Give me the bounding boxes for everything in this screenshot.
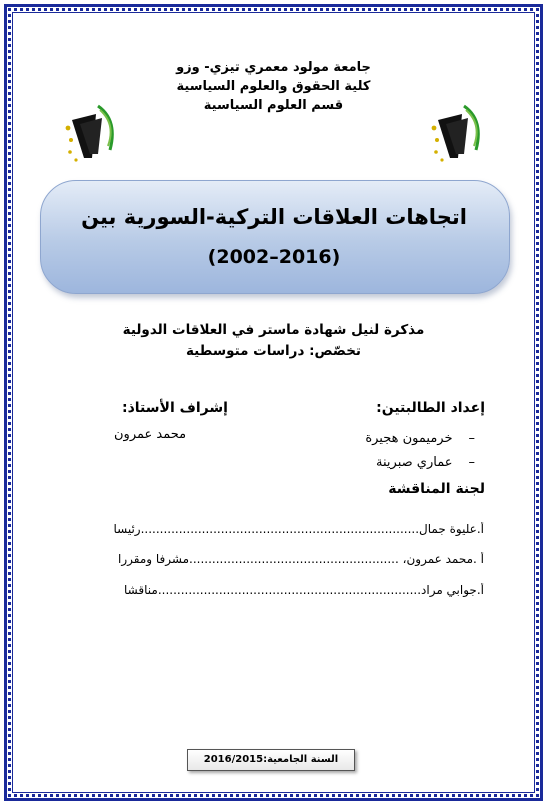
thesis-title: اتجاهات العلاقات التركية-السورية بين [81,205,467,229]
student-name: عماري صبرينة [376,455,453,470]
faculty-name: كلية الحقوق والعلوم السياسية [176,79,371,94]
students-list [365,427,475,475]
university-name: جامعة مولود معمري تيزي- وزو [176,60,371,75]
list-dash: – [468,455,475,470]
department-name: قسم العلوم السياسية [203,98,344,113]
supervision-label: إشراف الأستاذ: [122,400,228,416]
memo-specialty: تخصّص: دراسات متوسطية [185,343,361,359]
jury-member-supervisor: أ .محمد عمرون، .......................................................مشرفا ومقررا [118,552,484,566]
student-name: خرميمون هجيرة [365,431,453,446]
academic-year-box: السنة الجامعية:2016/2015 [187,749,355,771]
memo-degree: مذكرة لنيل شهادة ماستر في العلاقات الدولية [122,322,425,338]
supervisor-name: محمد عمرون [114,427,187,442]
memo-description [0,320,547,362]
jury-member-president: أ.عليوة جمال.........................................................................رئيسا [113,522,484,536]
thesis-years: (2002–2016) [207,246,341,268]
university-logo-left [62,100,122,168]
jury-member-examiner: أ.جوابي مراد.....................................................................مناقشا [124,583,484,597]
student-item [365,427,475,451]
list-dash: – [468,431,475,446]
jury-label: لجنة المناقشة [388,481,485,497]
preparation-label: إعداد الطالبتين: [376,400,485,416]
student-item [365,451,475,475]
title-banner [40,180,510,294]
university-logo-right [428,100,488,168]
